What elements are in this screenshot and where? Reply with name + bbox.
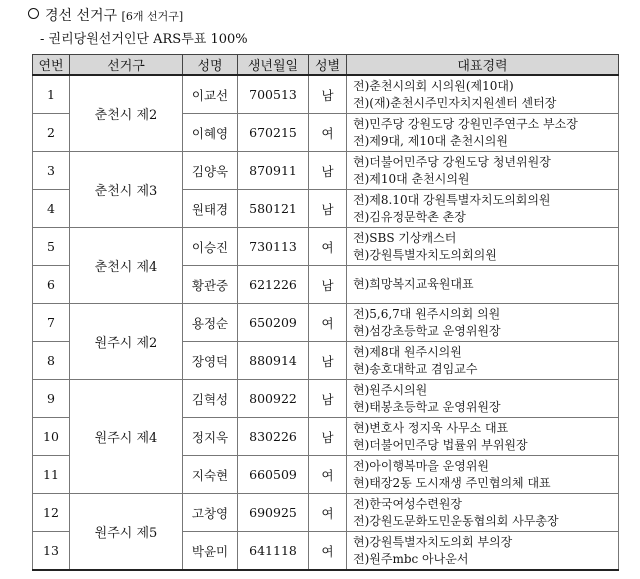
gender: 남	[309, 190, 347, 228]
career-line: 현)제8대 원주시의원	[353, 344, 462, 359]
row-number: 8	[33, 342, 70, 380]
section-subtitle: - 권리당원선거인단 ARS투표 100%	[40, 32, 248, 47]
row-number: 10	[33, 418, 70, 456]
section-title-note: [6개 선거구]	[121, 10, 184, 23]
candidate-name: 김양욱	[183, 152, 238, 190]
gender: 남	[309, 75, 347, 114]
career-line: 현)희망복지교육원대표	[353, 277, 474, 291]
career-line: 전)SBS 기상캐스터	[353, 230, 457, 245]
career-line: 현)태장2동 도시재생 주민협의체 대표	[353, 475, 551, 490]
birth-date: 670215	[238, 114, 309, 152]
career-line: 현)변호사 정지욱 사무소 대표	[353, 420, 509, 435]
candidate-name: 이혜영	[183, 114, 238, 152]
row-number: 13	[33, 532, 70, 571]
row-number: 2	[33, 114, 70, 152]
career-line: 현)태봉초등학교 운영위원장	[353, 399, 501, 414]
career-cell	[347, 266, 619, 304]
candidate-name: 장영덕	[183, 342, 238, 380]
table-row	[33, 304, 619, 342]
career-line: 현)더불어민주당 강원도당 청년위원장	[353, 154, 551, 169]
row-number: 1	[33, 75, 70, 114]
gender: 남	[309, 418, 347, 456]
candidate-name: 이승진	[183, 228, 238, 266]
career-cell	[347, 304, 619, 342]
candidate-name: 박윤미	[183, 532, 238, 571]
career-line: 전)제9대, 제10대 춘천시의원	[353, 133, 508, 148]
candidate-name: 이교선	[183, 75, 238, 114]
career-cell	[347, 190, 619, 228]
district-cell: 원주시 제4	[70, 380, 183, 494]
column-header: 성명	[183, 55, 238, 76]
career-line: 현)강원특별자치도의회 부의장	[353, 534, 513, 549]
birth-date: 650209	[238, 304, 309, 342]
career-line: 전)춘천시의회 시의원(제10대)	[353, 78, 514, 93]
career-cell	[347, 380, 619, 418]
gender: 남	[309, 266, 347, 304]
gender: 여	[309, 228, 347, 266]
candidate-table	[32, 54, 619, 571]
district-cell: 원주시 제5	[70, 494, 183, 571]
career-line: 전)원주mbc 아나운서	[353, 551, 469, 566]
career-cell	[347, 228, 619, 266]
career-line: 전)김유정문학촌 촌장	[353, 209, 466, 224]
circle-bullet-icon	[28, 8, 39, 19]
row-number: 5	[33, 228, 70, 266]
career-cell	[347, 494, 619, 532]
section-title	[28, 6, 183, 27]
section-title-text: 경선 선거구	[45, 8, 118, 24]
candidate-name: 원태경	[183, 190, 238, 228]
gender: 남	[309, 342, 347, 380]
gender: 여	[309, 114, 347, 152]
district-cell: 원주시 제2	[70, 304, 183, 380]
column-header: 대표경력	[347, 55, 619, 76]
career-line: 전)한국여성수련원장	[353, 496, 463, 511]
birth-date: 621226	[238, 266, 309, 304]
table-header-row	[33, 55, 619, 76]
table-row	[33, 75, 619, 114]
birth-date: 880914	[238, 342, 309, 380]
gender: 남	[309, 380, 347, 418]
gender: 여	[309, 456, 347, 494]
career-cell	[347, 418, 619, 456]
column-header: 성별	[309, 55, 347, 76]
career-line: 현)섬강초등학교 운영위원장	[353, 323, 501, 338]
row-number: 4	[33, 190, 70, 228]
birth-date: 641118	[238, 532, 309, 571]
career-line: 현)더불어민주당 법률위 부위원장	[353, 437, 528, 452]
birth-date: 730113	[238, 228, 309, 266]
table-row	[33, 380, 619, 418]
district-cell: 춘천시 제3	[70, 152, 183, 228]
candidate-name: 정지욱	[183, 418, 238, 456]
career-cell	[347, 532, 619, 571]
career-line: 현)강원특별자치도의회의원	[353, 247, 497, 262]
birth-date: 700513	[238, 75, 309, 114]
candidate-name: 고창영	[183, 494, 238, 532]
career-line: 현)원주시의원	[353, 382, 428, 397]
table-row	[33, 494, 619, 532]
career-cell	[347, 114, 619, 152]
birth-date: 830226	[238, 418, 309, 456]
career-line: 전)아이행복마을 운영위원	[353, 458, 490, 473]
gender: 여	[309, 304, 347, 342]
career-line: 현)송호대학교 겸임교수	[353, 361, 478, 376]
candidate-name: 지숙현	[183, 456, 238, 494]
table-row	[33, 228, 619, 266]
career-cell	[347, 342, 619, 380]
career-line: 전)제8.10대 강원특별자치도의회의원	[353, 192, 551, 207]
row-number: 12	[33, 494, 70, 532]
birth-date: 580121	[238, 190, 309, 228]
career-cell	[347, 152, 619, 190]
district-cell: 춘천시 제4	[70, 228, 183, 304]
column-header: 생년월일	[238, 55, 309, 76]
gender: 여	[309, 532, 347, 571]
row-number: 9	[33, 380, 70, 418]
candidate-name: 황관중	[183, 266, 238, 304]
row-number: 6	[33, 266, 70, 304]
row-number: 7	[33, 304, 70, 342]
column-header: 연번	[33, 55, 70, 76]
birth-date: 800922	[238, 380, 309, 418]
career-line: 전)강원도문화도민운동협의회 사무총장	[353, 513, 559, 528]
birth-date: 870911	[238, 152, 309, 190]
career-line: 전)제10대 춘천시의원	[353, 171, 470, 186]
birth-date: 690925	[238, 494, 309, 532]
district-cell: 춘천시 제2	[70, 75, 183, 152]
career-cell	[347, 456, 619, 494]
birth-date: 660509	[238, 456, 309, 494]
gender: 남	[309, 152, 347, 190]
row-number: 3	[33, 152, 70, 190]
candidate-name: 용정순	[183, 304, 238, 342]
career-line: 전)(재)춘천시주민자치지원센터 센터장	[353, 95, 557, 110]
career-line: 전)5,6,7대 원주시의회 의원	[353, 306, 501, 321]
candidate-name: 김혁성	[183, 380, 238, 418]
row-number: 11	[33, 456, 70, 494]
gender: 여	[309, 494, 347, 532]
career-cell	[347, 75, 619, 114]
table-row	[33, 152, 619, 190]
column-header: 선거구	[70, 55, 183, 76]
career-line: 현)민주당 강원도당 강원민주연구소 부소장	[353, 116, 578, 131]
